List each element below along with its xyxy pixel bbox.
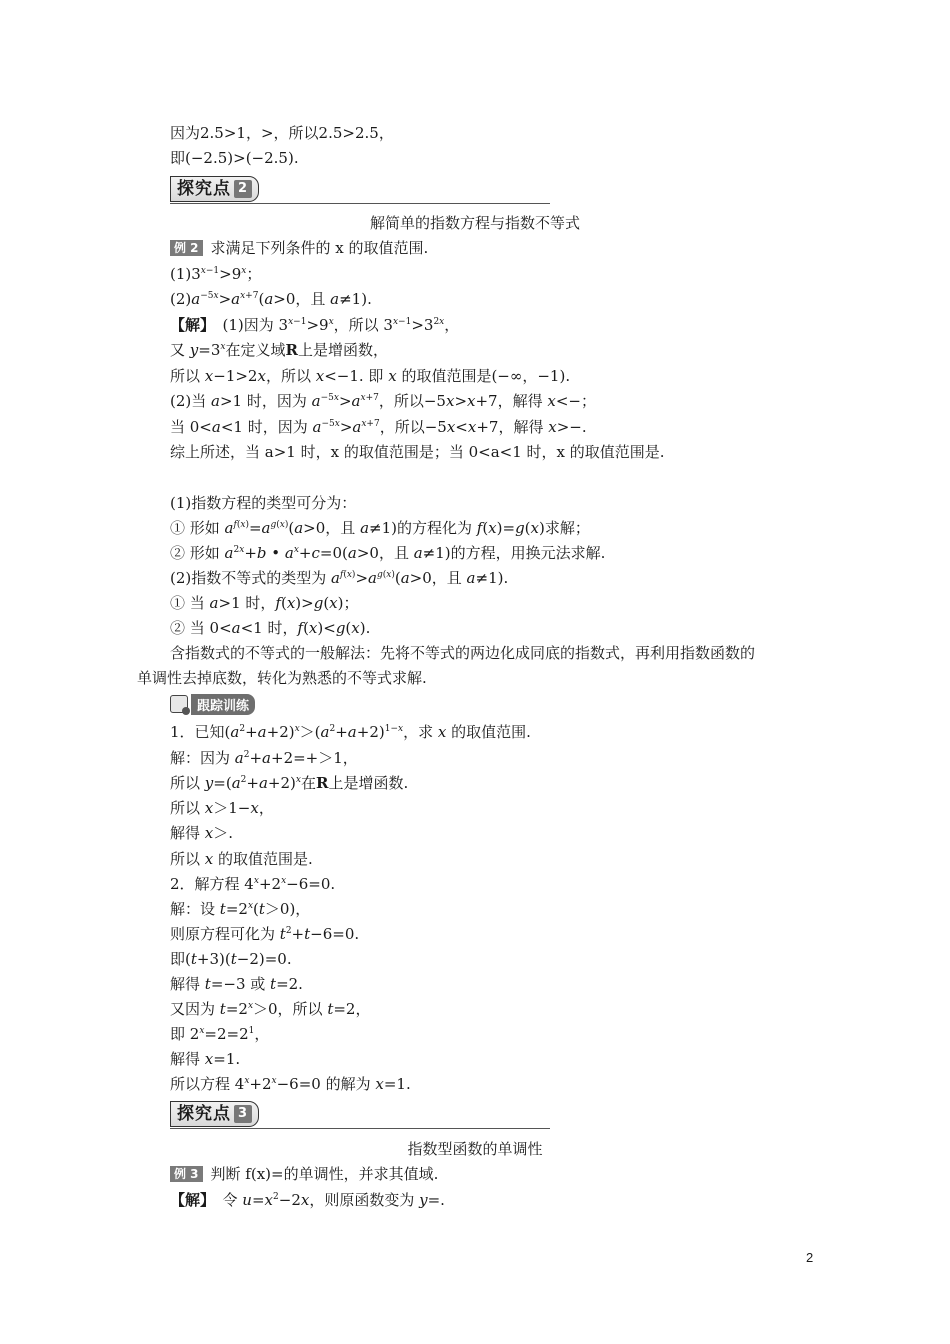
section-rule	[170, 1128, 550, 1129]
text-line: 综上所述，当 a>1 时，x 的取值范围是；当 0<a<1 时，x 的取值范围是.	[170, 443, 665, 461]
section-number: 2	[234, 180, 252, 198]
text-line: 1．已知$(a^2+a+2)^x>(a^2+a+2)^{1-x}$，求 x 的取值范围.	[170, 723, 531, 741]
section-rule	[170, 203, 550, 204]
text-line: 所以 $y=(a^2+a+2)^x$在R上是增函数.	[170, 774, 409, 792]
section-title: 指数型函数的单调性	[407, 1140, 543, 1158]
tracking-training-banner	[170, 693, 280, 715]
example-badge: 例 3	[170, 1166, 203, 1182]
text-line: ① 当 a>1 时，f(x)>g(x)；	[170, 594, 359, 612]
text-line: 解得 x＞.	[170, 824, 234, 842]
solution-tag: 【解】	[170, 316, 208, 334]
text-line: 所以 x−1>2x，所以 x<−1. 即 x 的取值范围是(−∞，−1).	[170, 367, 571, 385]
text-line: $(1)3^{x-1}>9^x$；	[170, 265, 262, 283]
text-line: 解得 t=−3 或 t=2.	[170, 975, 303, 993]
text-line: 即(−2.5)>(−2.5).	[170, 149, 299, 167]
text-line: (1)指数方程的类型可分为：	[170, 494, 357, 512]
text-line: (2)指数不等式的类型为 $a^{f(x)}>a^{g(x)}(a>0$，且 a≠1).	[170, 569, 509, 587]
explore-badge	[170, 176, 259, 202]
text-line: $(2)a^{-5x}>a^{x+7}(a>0$，且 a≠1).	[170, 290, 372, 308]
example-badge: 例 2	[170, 240, 203, 256]
text-line: 当 0<a<1 时，因为 $a^{-5x}>a^{x+7}$，所以−5x<x+7，解得 x>−.	[170, 418, 587, 436]
text-line: (2)当 a>1 时，因为 $a^{-5x}>a^{x+7}$，所以−5x>x+7，解得 x<−；	[170, 392, 596, 410]
text-line: ① 形如 $a^{f(x)}=a^{g(x)}(a>0$，且 a≠1)的方程化为 f(x)=g(x)求解；	[170, 519, 590, 537]
text-line: 即(t+3)(t−2)=0.	[170, 950, 292, 968]
training-icon	[170, 695, 188, 713]
text-line: 因为2.5>1，>，所以2.5>2.5，	[170, 124, 394, 142]
page-number: 2	[806, 1250, 814, 1265]
text-line: 解：因为 $a^2+a+2=+>1$，	[170, 749, 358, 767]
example-question	[170, 1164, 438, 1184]
section-banner-3	[170, 1101, 550, 1129]
text-line: 即 $2^x=2=2^1$，	[170, 1025, 270, 1043]
text-line: 【解】 (1)因为 $3^{x-1}>9^x$，所以 $3^{x-1}>3^{2x}$，	[170, 316, 460, 334]
text-line: 【解】 令 $u=x^2-2x$，则原函数变为 y=.	[170, 1191, 445, 1209]
text-line: ② 当 0<a<1 时，f(x)<g(x).	[170, 619, 371, 637]
text-line: ② 形如 $a^{2x}+b$ • $a^x+c=0(a>0$，且 a≠1)的方程，用换元法求解.	[170, 544, 606, 562]
text-line: 解：设 $t=2^x(t>0)$，	[170, 900, 311, 918]
text-line: 又因为 $t=2^x>0$，所以 t=2，	[170, 1000, 371, 1018]
solution-tag: 【解】	[170, 1191, 208, 1209]
section-number: 3	[234, 1105, 252, 1123]
section-title: 解简单的指数方程与指数不等式	[369, 214, 580, 232]
text-line: 所以方程 $4^x+2^x-6=0$ 的解为 x=1.	[170, 1075, 411, 1093]
text-line: 所以 x＞1−x，	[170, 799, 274, 817]
section-banner-2	[170, 176, 550, 204]
text-line: 解得 x=1.	[170, 1050, 241, 1068]
explore-badge	[170, 1101, 259, 1127]
question-text: 判断 f(x)=的单调性，并求其值域.	[210, 1165, 439, 1183]
question-text: 求满足下列条件的 x 的取值范围.	[210, 239, 429, 257]
explore-label: 探究点	[177, 1104, 231, 1124]
text-line: 2．解方程 $4^x+2^x-6=0$.	[170, 875, 336, 893]
text-line: 则原方程可化为 $t^2+t-6=0$.	[170, 925, 360, 943]
explore-label: 探究点	[177, 179, 231, 199]
text-line: 单调性去掉底数，转化为熟悉的不等式求解.	[137, 669, 427, 687]
tracking-label: 跟踪训练	[191, 694, 255, 715]
text-line: 含指数式的不等式的一般解法：先将不等式的两边化成同底的指数式，再利用指数函数的	[170, 644, 756, 662]
text-line: 又 $y=3^x$在定义域R上是增函数，	[170, 341, 388, 359]
text-line: 所以 x 的取值范围是.	[170, 850, 313, 868]
example-question	[170, 238, 428, 258]
